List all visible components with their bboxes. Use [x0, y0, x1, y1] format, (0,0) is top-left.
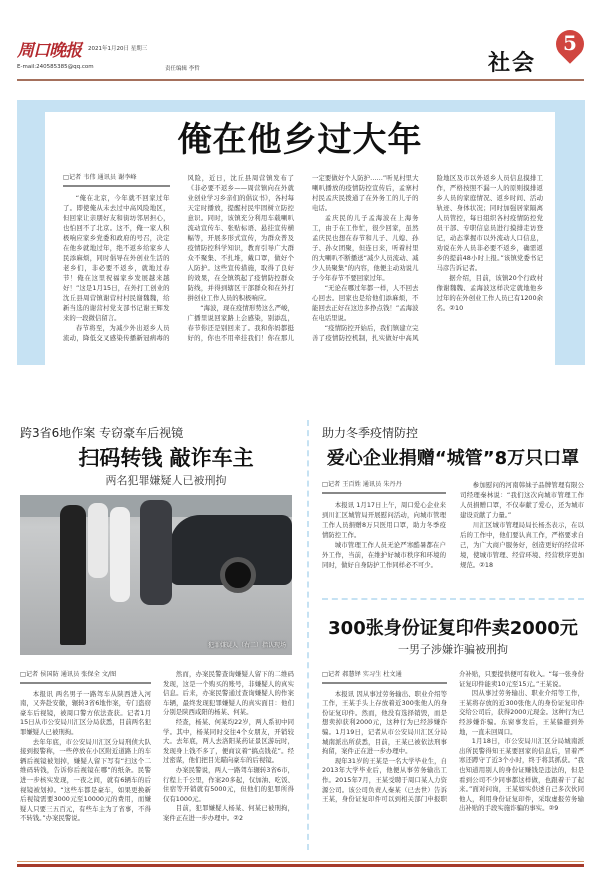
paragraph: 1月18日，市公安局川汇区分局城南派出所民警得知王某要回家的信息后，冒着严寒还蹲守了近3个小时，终于将其抓获。“我也知道用别人的身份证赚钱是违法的，但是看到公司不少同事都这样做，也跟着干了起来。”面对问询，王某如实供述自己多次伙同他人，利用身份证复印件，采取虚报劳务输出补贴的手段实施诈骗的事实。②9	[459, 737, 584, 813]
paragraph: 参加慰问的河南韩妹子品牌管理有限公司经理秦林说：“我们这次向城市管理工作人员捐赠口罩，不仅奉献了爱心，还为城市建设贡献了力量。”	[460, 481, 584, 519]
column-divider	[307, 420, 309, 850]
idcards-headline: 300张身份证复印件卖2000元	[328, 618, 578, 639]
newspaper-logo: 周口晚报	[17, 41, 81, 61]
theft-headline: 扫码转钱 敲诈车主	[78, 446, 254, 470]
paragraph: 然而，办案民警查询嫌疑人留下的二维码发现，这是一个购买的账号，非嫌疑人的真实信息。后来，办案民警通过查询嫌疑人的作案车辆，最终发现犯罪嫌疑人的真实面目：他们分别是陕西咸阳的杨某、何某。	[163, 670, 294, 717]
idcards-body	[322, 670, 584, 814]
feature-frame-top	[17, 100, 585, 112]
masks-body	[322, 480, 584, 570]
masks-byline: □记者 王百姓 通讯员 朱丹丹	[322, 480, 446, 494]
header-divider	[17, 79, 584, 81]
masks-headline: 爱心企业捐赠“城管”8万只口罩	[326, 448, 580, 469]
photo-person	[140, 500, 172, 605]
feature-headline: 俺在他乡过大年	[177, 120, 423, 160]
paragraph: 本报讯 因从事过劳务输出、职业介绍等工作，王某手头上存放着近300张他人的身份证复印件。然而，他没有选择销毁，而是想卖掉获利2000元，这种行为已经涉嫌诈骗。1月19日，记者从市公安局川汇区分局城南派出所获悉，目前，王某已被依法刑事拘留，案件正在进一步办理中。	[322, 689, 447, 756]
feature-frame-left	[17, 100, 45, 365]
paragraph: 经查，杨某、何某均22岁，两人系初中同学。其中，杨某同时交往4个女朋友，开销较大。去年底，两人去洛阳某药证景区游玩时，发现身上钱不多了，便商议着“搞点钱花”。经过密谋，他们把目光瞄向豪车的后视镜。	[163, 717, 294, 765]
photo-caption: 犯罪嫌疑人（右二）指认现场	[207, 642, 286, 649]
section-divider	[322, 598, 584, 600]
issue-date: 2021年1月20日 星期三	[88, 46, 148, 52]
theft-subheadline: 两名犯罪嫌疑人已被刑拘	[105, 474, 227, 487]
theft-body	[20, 670, 294, 824]
responsible-editor: 责任编辑 李哲	[165, 66, 200, 72]
idcards-byline: □记者 郝慧铎 实习生 杜文通	[322, 670, 447, 684]
paragraph: “海波，现在疫情形势这么严峻，广播里说回家路上会感染，别添乱，春节你还是别回来了。我和你妈都挺好的，你也不用牵挂我们！你在那儿一定要做好个人防护……”听见村里大喇叭播放的疫情防控宣传后，孟寨村村民孟庆民拨通了在外务工的儿子的电话。	[187, 174, 419, 342]
masks-kicker: 助力冬季疫情防控	[322, 426, 419, 440]
idcards-subheadline: 一男子涉嫌诈骗被刑拘	[398, 643, 508, 656]
paragraph: 川汇区城市管理局局长杨杰表示，在以后的工作中，他们要认真工作，严格要求自己，为广大商户服务好，创造更好的经营环境，使城市管理、经营环境、经营秩序更加规范。②18	[460, 521, 584, 569]
page-number: 5	[563, 31, 577, 55]
paragraph: 本报讯 1月17日上午，周口爱心企业来到川汇区城管局开展慰问活动，向城市管理工作人员捐赠8万只医用口罩，助力冬季疫情防控工作。	[322, 501, 446, 539]
photo-car-wheel	[220, 557, 256, 593]
feature-byline: □记者 韦伟 通讯员 谢李峰	[63, 173, 170, 187]
paragraph: 城市管理工作人员无论严寒酷暑都在户外工作，当前，在维护好城市秩序和环境的同时，做好自身防护工作同样必不可少。	[322, 541, 446, 569]
theft-byline: □记者 侯国防 通讯员 张保全 文/图	[20, 670, 151, 684]
section-title: 社会	[488, 50, 537, 76]
paragraph: 孟庆民的儿子孟海波在上海务工，由于在工作忙，很少回家，虽然孟庆民也想在春节和儿子、儿媳、孙子、孙女团聚，但连日来，听着村里的大喇叭不断播送“减少人员流动、减少人员聚集”的内容，他便主动劝说儿子今年春节不要回家过年。	[312, 214, 419, 282]
paragraph: 现年31岁的王某是一名大学毕业生，自2013年大学毕业后，他便从事劳务输出工作。2015年7月，王某受聘于周口某人力资源公司。该公司负责人秦某（已去世）告诉王某，身份证复印件可以到相关部门申报职介补贴，只要提供便可有收入。“每一张身份证复印件能卖10元至15元。”王某说。	[322, 670, 584, 804]
paragraph: 目前，犯罪嫌疑人杨某、何某已被刑拘，案件正在进一步办理中。②2	[163, 804, 294, 822]
paragraph: “无论在哪过年都一样，人不回去心回去。回家也是给他们添麻烦，不能回去正好在这边多挣点钱！”孟海波在电话里说。	[312, 284, 419, 322]
photo-person	[110, 507, 130, 602]
news-photo	[20, 495, 292, 655]
paragraph: 本报讯 两名男子一路驾车从陕西进入河南，又奔赴安徽，辗转3省6地作案，专门盗窃豪车后视镜，被周口警方依法查获。记者1月15日从市公安局川汇区分局获悉，目前两名犯罪嫌疑人已被刑拘。	[20, 689, 151, 736]
feature-frame-right	[555, 100, 585, 365]
theft-kicker: 跨3省6地作案 专窃豪车后视镜	[20, 426, 184, 440]
contact-email: E-mail:240585385@qq.com	[17, 64, 94, 70]
paragraph: 去年年底，市公安局川汇区分局刑侦大队接到报警称，一些停放在小区附近道路上的车辆后视镜被划掉，嫌疑人留下写有“扫这个二维码转钱，告诉你后视镜在哪”的纸条。民警进一步核实发现，一夜之间，就有6辆车的后视镜被划掉。“这些车都是豪车，如果更换新后视镜需要3000元至10000元的费用，而嫌疑人只要三五百元，有些车主为了省事，不得不转钱。”办案民警说。	[20, 737, 151, 823]
photo-person	[88, 503, 108, 578]
paragraph: “疫情防控开始后，我们镇建立完善了疫情防控机制，扎实做好中高风险地区及市以外返乡人员信息摸排工作，严格按照不漏一人的原则摸排返乡人员的家庭情况、返乡时间、活动轨迹、身体状况；同时加强居家隔离人员管控，每日组织各村疫情防控党员干部、专职信息员进行摸排走访登记，动态掌握市以外流动人口信息，劝说在外人员非必要不返乡，确需返乡的提前48小时上报。”该镇党委书记马彦告诉记者。	[312, 174, 543, 342]
feature-body	[63, 173, 543, 343]
paragraph: “俺在北京，今年就不回家过年了。即使俺从未去过中高风险地区，但回家让亲朋好友和街坊邻居担心，也怕回不了北京。这不，俺一家人积极响应家乡党委和政府的号召，决定在他乡就地过年，绝不返乡给家乡人民添麻烦，同时倡导在外创业生活的老乡们，非必要不返乡，就地过春节！俺在这里祝福家乡发展越来越好！”这是1月15日，在外打工创业的沈丘县周营镇谢营村村民谢魏魏，给新当选的谢营村党支部书记谢王辉发来的一段微信留言。	[63, 194, 170, 322]
footer-rule-thin	[17, 861, 584, 862]
photo-person	[60, 505, 86, 645]
footer-rule-thick	[17, 864, 584, 867]
paragraph: 春节将至，为减少外出返乡人员流动，降低交叉感染传播新冠病毒的风险，近日，沈丘县周营镇发布了《非必要不返乡——周营镇向在外就业创业学习乡亲们的倡议书》，各村每天定时播放，提醒村民牢固树立防控意识。同时，该镇充分利用车载喇叭流动宣传车、张贴标语、悬挂宣传横幅等，开展多形式宣传，为群众普及疫情防控科学知识，教育引导广大群众不聚集、不扎堆，戴口罩，做好个人防护。这些宣传措施，取得了良好的效果，在全镇筑起了疫情防控群众防线，并得到辖区干部群众和在外打拼创业工作人员的积极响应。	[63, 174, 294, 342]
paragraph: 办案民警说，两人一路驾车辗转3省6市，行程上千公里，作案20多起，仅加油、吃饭、住宿等开销就有5000元，但他们的犯罪所得仅有1000元。	[163, 765, 294, 803]
paragraph: 据介绍，目前，该镇20个行政村像谢魏魏、孟海波这样决定就地他乡过年的在外创业工作人员已有1200余名。②10	[436, 274, 543, 312]
paragraph: 因从事过劳务输出、职业介绍等工作，王某将存放的近300张他人的身份证复印件交给公司后，获得2000元现金。这种行为已经涉嫌诈骗。东窗事发后，王某躲避到外地，一直未回周口。	[459, 689, 584, 736]
